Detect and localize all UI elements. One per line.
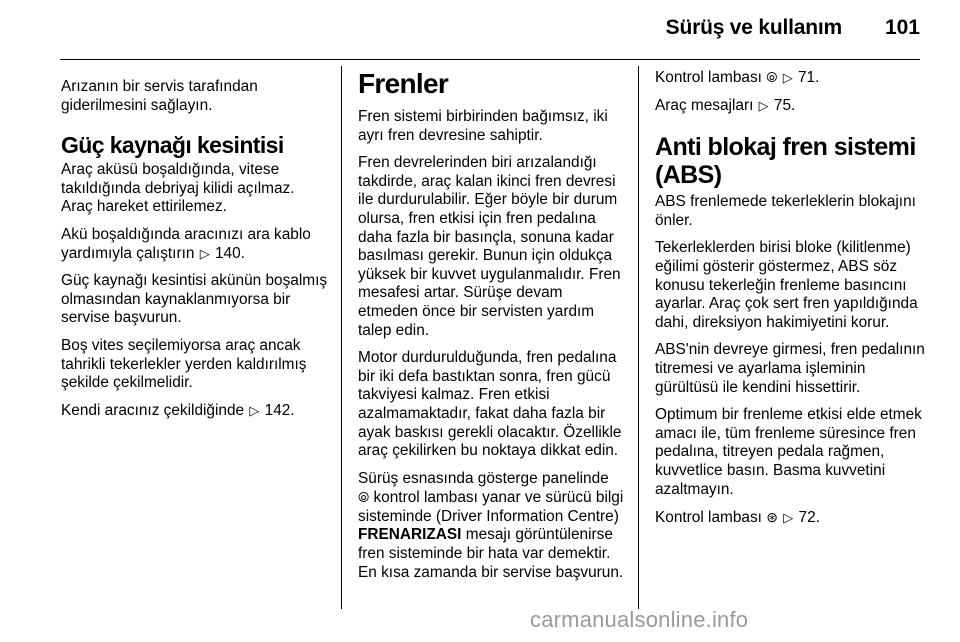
column-middle (358, 68, 624, 591)
column-right (655, 68, 925, 537)
paragraph: Güç kaynağı kesintisi akünün boşalmış olmasından kaynaklanmıyorsa bir servise başvurun. (61, 272, 328, 327)
section-title: Sürüş ve kullanım (665, 16, 842, 39)
page-reference-arrow-icon: ▷ (782, 70, 793, 85)
column-left (61, 68, 329, 429)
paragraph: Optimum bir frenleme etkisi elde etmek amacı ile, tüm frenleme süresince fren pedalına, titreyen pedala rağmen, kuvvetlice basın. Basma kuvvetini azaltmayın. (655, 406, 922, 498)
column-divider (638, 66, 639, 609)
paragraph: Arızanın bir servis tarafından giderilmesini sağlayın. (61, 78, 258, 114)
column-divider (341, 66, 342, 609)
brake-warning-lamp-icon: ⦾ (358, 489, 370, 506)
paragraph: ABS frenlemede tekerleklerin blokajını önler. (655, 193, 916, 229)
paragraph: Kontrol lambası ⦾ ▷ 71. (655, 69, 820, 86)
paragraph: Sürüş esnasında gösterge panelinde ⦾ kontrol lambası yanar ve sürücü bilgi sisteminde (Driver Information Centre) FRENARIZASI mesajı görüntülenirse fren sisteminde bir hata var demektir. En kısa zamanda bir servise başvurun. (358, 469, 624, 581)
paragraph: Tekerleklerden birisi bloke (kilitlenme) eğilimi gösterir göstermez, ABS söz konusu tekerleğin frenleme basıncını ayarlar. Araç çok sert fren yapıldığında dahi, direksiyon hakimiyetini korur. (655, 239, 918, 331)
paragraph: Motor durdurulduğunda, fren pedalına bir iki defa bastıktan sonra, fren gücü takviyesi kalmaz. Fren etkisi azalmamaktadır, fakat daha fazla bir ayak baskısı gerekli olacaktır. Özellikle araç çekilirken bu noktaya dikkat edin. (358, 349, 622, 460)
paragraph: Boş vites seçilemiyorsa araç ancak tahrikli tekerlekler yerden kaldırılmış şekilde çekilmelidir. (61, 336, 307, 392)
paragraph: Kontrol lambası ⊛ ▷ 72. (655, 509, 820, 527)
paragraph: Araç aküsü boşaldığında, vitese takıldığında debriyaj kilidi açılmaz. Araç hareket ettirilemez. (61, 161, 295, 216)
paragraph: Akü boşaldığında aracınızı ara kablo yardımıyla çalıştırın ▷ 140. (61, 225, 311, 262)
page-reference: 72. (798, 509, 820, 527)
page-header (0, 0, 960, 60)
page-reference-arrow-icon: ▷ (783, 510, 794, 526)
page-reference: 140. (214, 244, 245, 262)
heading-abs: Anti blokaj fren sistemi (ABS) (655, 133, 916, 190)
paragraph: Araç mesajları ▷ 75. (655, 96, 796, 114)
display-message: FRENARIZASI (358, 526, 462, 544)
paragraph: ABS'nin devreye girmesi, fren pedalının titremesi ve ayarlama işleminin gürültüsü ile kendini hissettirir. (655, 341, 925, 396)
abs-warning-lamp-icon: ⊛ (766, 509, 778, 526)
paragraph: Kendi aracınız çekildiğinde ▷ 142. (61, 401, 295, 419)
brake-warning-lamp-icon: ⦾ (766, 69, 778, 85)
watermark: carmanualsonline.info (530, 607, 749, 632)
page-number: 101 (884, 16, 920, 39)
heading-power-interruption: Güç kaynağı kesintisi (61, 132, 284, 159)
page-reference: 75. (773, 96, 796, 114)
page-reference-arrow-icon: ▷ (758, 97, 769, 113)
paragraph: Fren devrelerinden biri arızalandığı takdirde, araç kalan ikinci fren devresi ile durdurulabilir. Eğer böyle bir durum olursa, fren etkisi için fren pedalına daha fazla bir basınçla, sonuna kadar basılması gerekir. Bunun için oldukça yüksek bir kuvvet uygulanmalıdır. Fren mesafesi artar. Sürüşe devam etmeden önce bir servisten yardım talep edin. (358, 154, 621, 339)
page-reference: 71. (797, 69, 820, 86)
page-reference-arrow-icon: ▷ (249, 402, 260, 418)
header-rule (60, 59, 920, 60)
page-reference: 142. (264, 401, 295, 419)
paragraph: Fren sistemi birbirinden bağımsız, iki ayrı fren devresine sahiptir. (358, 108, 608, 144)
page-reference-arrow-icon: ▷ (199, 245, 210, 261)
heading-brakes: Frenler (358, 68, 449, 99)
